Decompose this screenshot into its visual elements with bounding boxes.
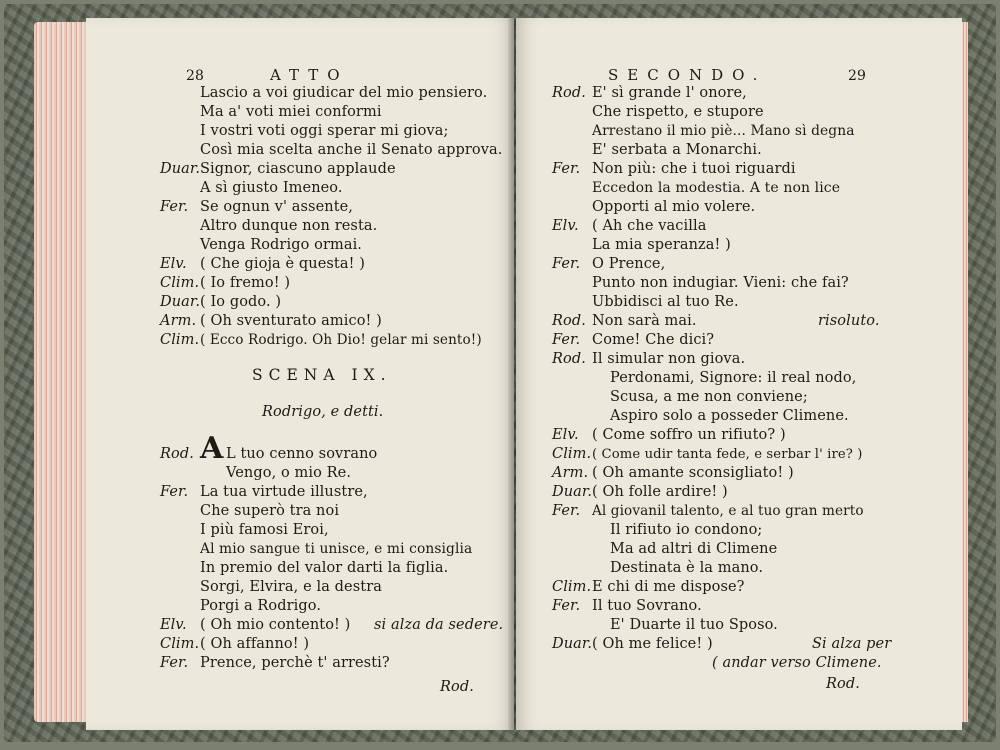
text-line: E chi di me dispose? — [592, 579, 745, 595]
text-line: Eccedon la modestia. A te non lice — [592, 180, 841, 196]
text-line: Vengo, o mio Re. — [226, 465, 352, 481]
text-line: Scusa, a me non conviene; — [610, 389, 808, 405]
speaker-label: Fer. — [552, 161, 581, 177]
catchword: Rod. — [440, 679, 474, 695]
speaker-label: Duar. — [552, 484, 593, 500]
text-line: Sorgi, Elvira, e la destra — [200, 579, 382, 595]
stage-direction: si alza da sedere. — [374, 617, 504, 633]
speaker-label: Rod. — [552, 313, 586, 329]
text-line: Non più: che i tuoi riguardi — [592, 161, 796, 177]
text-line: E' serbata a Monarchi. — [592, 142, 762, 158]
speaker-label: Rod. — [160, 446, 194, 462]
text-line: Non sarà mai. — [592, 313, 697, 329]
speaker-label: Fer. — [552, 256, 581, 272]
running-head: SECONDO. — [608, 66, 767, 84]
text-line: Destinata è la mano. — [610, 560, 764, 576]
text-line: ( Io fremo! ) — [200, 275, 291, 291]
text-line: Come! Che dici? — [592, 332, 715, 348]
text-line: Il tuo Sovrano. — [592, 598, 702, 614]
stage-direction: risoluto. — [818, 313, 880, 329]
text-line: ( Ah che vacilla — [592, 218, 707, 234]
speaker-label: Fer. — [552, 332, 581, 348]
speaker-label: Duar. — [552, 636, 593, 652]
scene-subtitle: Rodrigo, e detti. — [262, 404, 384, 420]
speaker-label: Clim. — [160, 332, 200, 348]
text-line: Venga Rodrigo ormai. — [200, 237, 363, 253]
text-line: Ma a' voti miei conformi — [200, 104, 382, 120]
text-line: Signor, ciascuno applaude — [200, 161, 396, 177]
page-number: 29 — [848, 68, 867, 84]
speaker-label: Clim. — [552, 446, 592, 462]
text-line: Porgi a Rodrigo. — [200, 598, 322, 614]
text-line: ( Oh folle ardire! ) — [592, 484, 728, 500]
stage-direction: ( andar verso Climene. — [712, 655, 882, 671]
speaker-label: Duar. — [160, 294, 201, 310]
text-line: Prence, perchè t' arresti? — [200, 655, 390, 671]
speaker-label: Fer. — [552, 503, 581, 519]
text-line: ( Oh mio contento! ) — [200, 617, 351, 633]
text-line: Aspiro solo a posseder Climene. — [610, 408, 849, 424]
speaker-label: Clim. — [160, 636, 200, 652]
text-line: Arrestano il mio piè... Mano sì degna — [592, 123, 855, 139]
left-page — [86, 18, 514, 730]
page-edges-left — [34, 22, 92, 722]
text-line: Al mio sangue ti unisce, e mi consiglia — [200, 541, 473, 557]
speaker-label: Fer. — [160, 484, 189, 500]
speaker-label: Clim. — [552, 579, 592, 595]
text-line: Opporti al mio volere. — [592, 199, 756, 215]
text-line: ( Oh amante sconsigliato! ) — [592, 465, 794, 481]
text-line: Che superò tra noi — [200, 503, 340, 519]
speaker-label: Fer. — [552, 598, 581, 614]
text-line: Lascio a voi giudicar del mio pensiero. — [200, 85, 488, 101]
scene-heading: SCENA IX. — [252, 366, 392, 384]
text-line: E' sì grande l' onore, — [592, 85, 747, 101]
text-line: I più famosi Eroi, — [200, 522, 329, 538]
speaker-label: Arm. — [552, 465, 589, 481]
text-line: La tua virtude illustre, — [200, 484, 368, 500]
text-line: ( Oh sventurato amico! ) — [200, 313, 382, 329]
stage-direction: Si alza per — [812, 636, 892, 652]
text-line: Perdonami, Signore: il real nodo, — [610, 370, 857, 386]
catchword: Rod. — [826, 676, 860, 692]
text-line: E' Duarte il tuo Sposo. — [610, 617, 778, 633]
speaker-label: Fer. — [160, 655, 189, 671]
text-line: ( Oh me felice! ) — [592, 636, 713, 652]
speaker-label: Clim. — [160, 275, 200, 291]
text-line: Il simular non giova. — [592, 351, 746, 367]
speaker-label: Elv. — [160, 617, 187, 633]
text-line: L tuo cenno sovrano — [226, 446, 378, 462]
speaker-label: Duar. — [160, 161, 201, 177]
text-line: La mia speranza! ) — [592, 237, 731, 253]
text-line: I vostri voti oggi sperar mi giova; — [200, 123, 449, 139]
speaker-label: Fer. — [160, 199, 189, 215]
text-line: O Prence, — [592, 256, 666, 272]
text-line: Al giovanil talento, e al tuo gran merto — [592, 503, 864, 519]
text-line: ( Come udir tanta fede, e serbar l' ire? ) — [592, 447, 863, 462]
text-line: Così mia scelta anche il Senato approva. — [200, 142, 503, 158]
text-line: Altro dunque non resta. — [200, 218, 378, 234]
text-line: Punto non indugiar. Vieni: che fai? — [592, 275, 849, 291]
speaker-label: Elv. — [552, 218, 579, 234]
text-line: Che rispetto, e stupore — [592, 104, 764, 120]
text-line: Se ognun v' assente, — [200, 199, 354, 215]
text-line: ( Oh affanno! ) — [200, 636, 310, 652]
text-line: Ubbidisci al tuo Re. — [592, 294, 739, 310]
text-line: Il rifiuto io condono; — [610, 522, 763, 538]
right-page — [516, 18, 962, 730]
text-line: ( Come soffro un rifiuto? ) — [592, 427, 786, 443]
text-line: A sì giusto Imeneo. — [200, 180, 343, 196]
text-line: Ma ad altri di Climene — [610, 541, 778, 557]
speaker-label: Rod. — [552, 351, 586, 367]
speaker-label: Elv. — [552, 427, 579, 443]
ornamental-initial: A — [200, 431, 224, 466]
speaker-label: Rod. — [552, 85, 586, 101]
text-line: ( Che gioja è questa! ) — [200, 256, 365, 272]
speaker-label: Elv. — [160, 256, 187, 272]
text-line: In premio del valor darti la figlia. — [200, 560, 449, 576]
running-head: ATTO — [270, 66, 349, 84]
speaker-label: Arm. — [160, 313, 197, 329]
page-number: 28 — [186, 68, 205, 84]
text-line: ( Io godo. ) — [200, 294, 282, 310]
text-line: ( Ecco Rodrigo. Oh Dio! gelar mi sento!) — [200, 332, 482, 348]
